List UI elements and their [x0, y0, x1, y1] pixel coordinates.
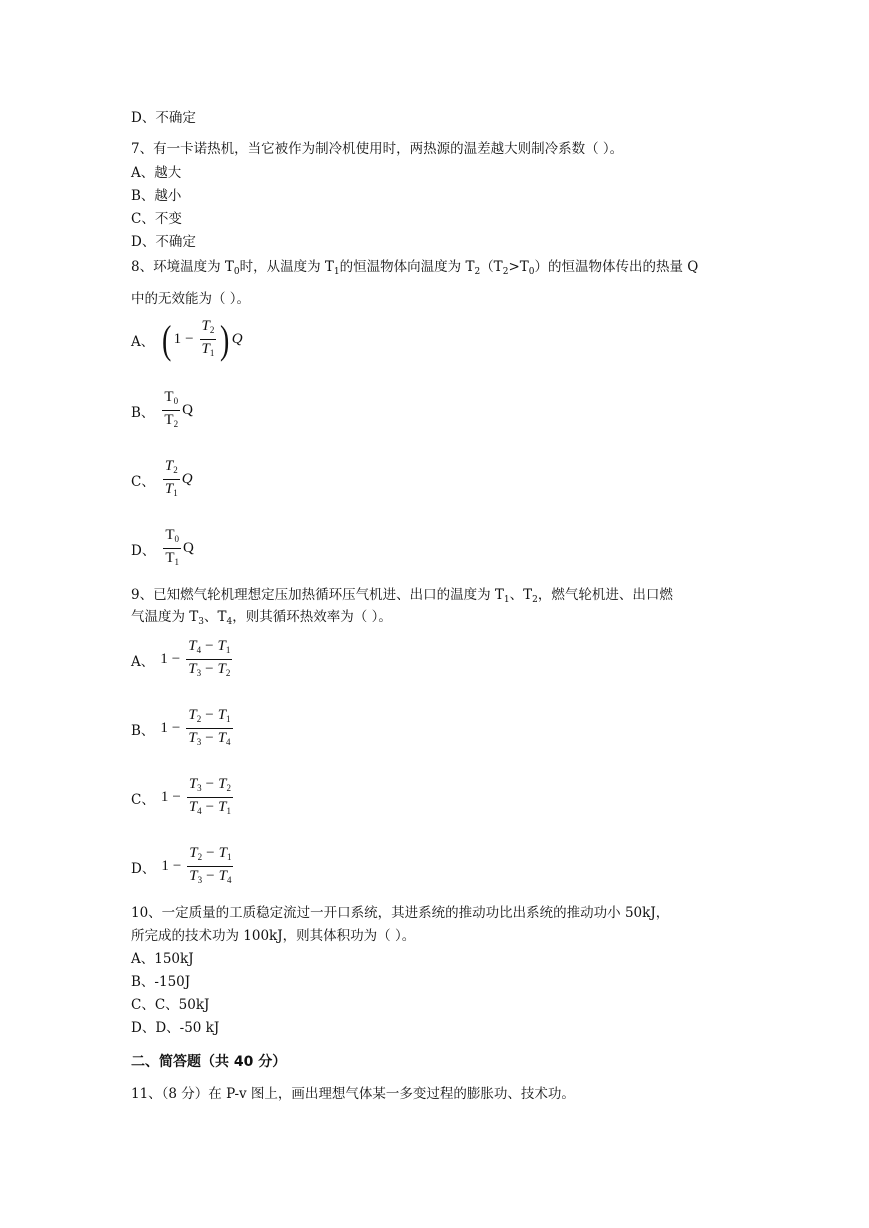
q10-option-b: B、-150J [131, 974, 191, 990]
q8-option-c: C、 $\frac{T_2}{T_1}$ Q [131, 458, 193, 501]
q9-formula-d: 1 − $\frac{T_2 - T_1}{T_3 - T_4}$ [161, 845, 232, 885]
q11-stem: 11、（8 分）在 P-v 图上，画出理想气体某一多变过程的膨胀功、技术功。 [131, 1086, 575, 1102]
q7-stem: 7、有一卡诺热机，当它被作为制冷机使用时，两热源的温差越大则制冷系数（ ）。 [131, 141, 624, 157]
q8-option-a: A、 ( 1 − $\frac{T_2}{T_1}$ ) Q [131, 316, 243, 362]
section-heading: 二、简答题（共 40 分） [131, 1054, 287, 1070]
q7-option-d: D、不确定 [131, 234, 196, 250]
q8-formula-a: ( 1 − $\frac{T_2}{T_1}$ ) Q [162, 316, 243, 362]
q9-option-d: D、 1 − $\frac{T_2 - T_1}{T_3 - T_4}$ [131, 845, 235, 888]
q6-option-d: D、不确定 [131, 110, 196, 126]
q10-stem-line1: 10、一定质量的工质稳定流过一开口系统，其进系统的推动功比出系统的推动功小 50kJ， [131, 905, 670, 921]
q7-option-a: A、越大 [131, 165, 182, 181]
q10-option-c: C、C、50kJ [131, 997, 210, 1013]
q10-stem-line2: 所完成的技术功为 100kJ，则其体积功为（ ）。 [131, 928, 416, 944]
q9-formula-a: 1 − $\frac{T_4 - T_1}{T_3 - T_2}$ [160, 638, 231, 678]
q8-formula-c: $\frac{T_2}{T_1}$ Q [164, 458, 193, 498]
q9-formula-b: 1 − $\frac{T_2 - T_1}{T_3 - T_4}$ [160, 707, 231, 747]
q8-stem-line2: 中的无效能为（ ）。 [131, 291, 251, 307]
q9-stem-line1: 9、已知燃气轮机理想定压加热循环压气机进、出口的温度为 $T_1$、$T_2$，燃气轮机进、出口燃 [131, 587, 673, 605]
q9-formula-c: 1 − $\frac{T_3 - T_2}{T_4 - T_1}$ [160, 776, 231, 816]
q10-option-a: A、150kJ [131, 951, 194, 967]
q8-option-d: D、 $\frac{T_0}{T_1}$ Q [131, 527, 194, 570]
q9-option-b: B、 1 − $\frac{T_2 - T_1}{T_3 - T_4}$ [131, 707, 235, 750]
q8-stem-line1: 8、环境温度为 $T_0$时，从温度为 $T_1$的恒温物体向温度为 $T_2(T_2>T_0)$的恒温物体传出的热量 Q [131, 259, 699, 277]
q7-option-c: C、不变 [131, 211, 182, 227]
q7-option-b: B、越小 [131, 188, 182, 204]
q9-option-a: A、 1 − $\frac{T_4 - T_1}{T_3 - T_2}$ [131, 638, 234, 681]
q9-stem-line2: 气温度为 $T_3$、$T_4$，则其循环热效率为（ ）。 [131, 609, 392, 627]
q9-option-c: C、 1 − $\frac{T_3 - T_2}{T_4 - T_1}$ [131, 776, 235, 819]
q8-option-b: B、 $\frac{T_0}{T_2}$ Q [131, 389, 193, 432]
q10-option-d: D、D、-50 kJ [131, 1020, 220, 1036]
q8-formula-d: $\frac{T_0}{T_1}$ Q [165, 527, 194, 567]
q8-formula-b: $\frac{T_0}{T_2}$ Q [164, 389, 193, 429]
